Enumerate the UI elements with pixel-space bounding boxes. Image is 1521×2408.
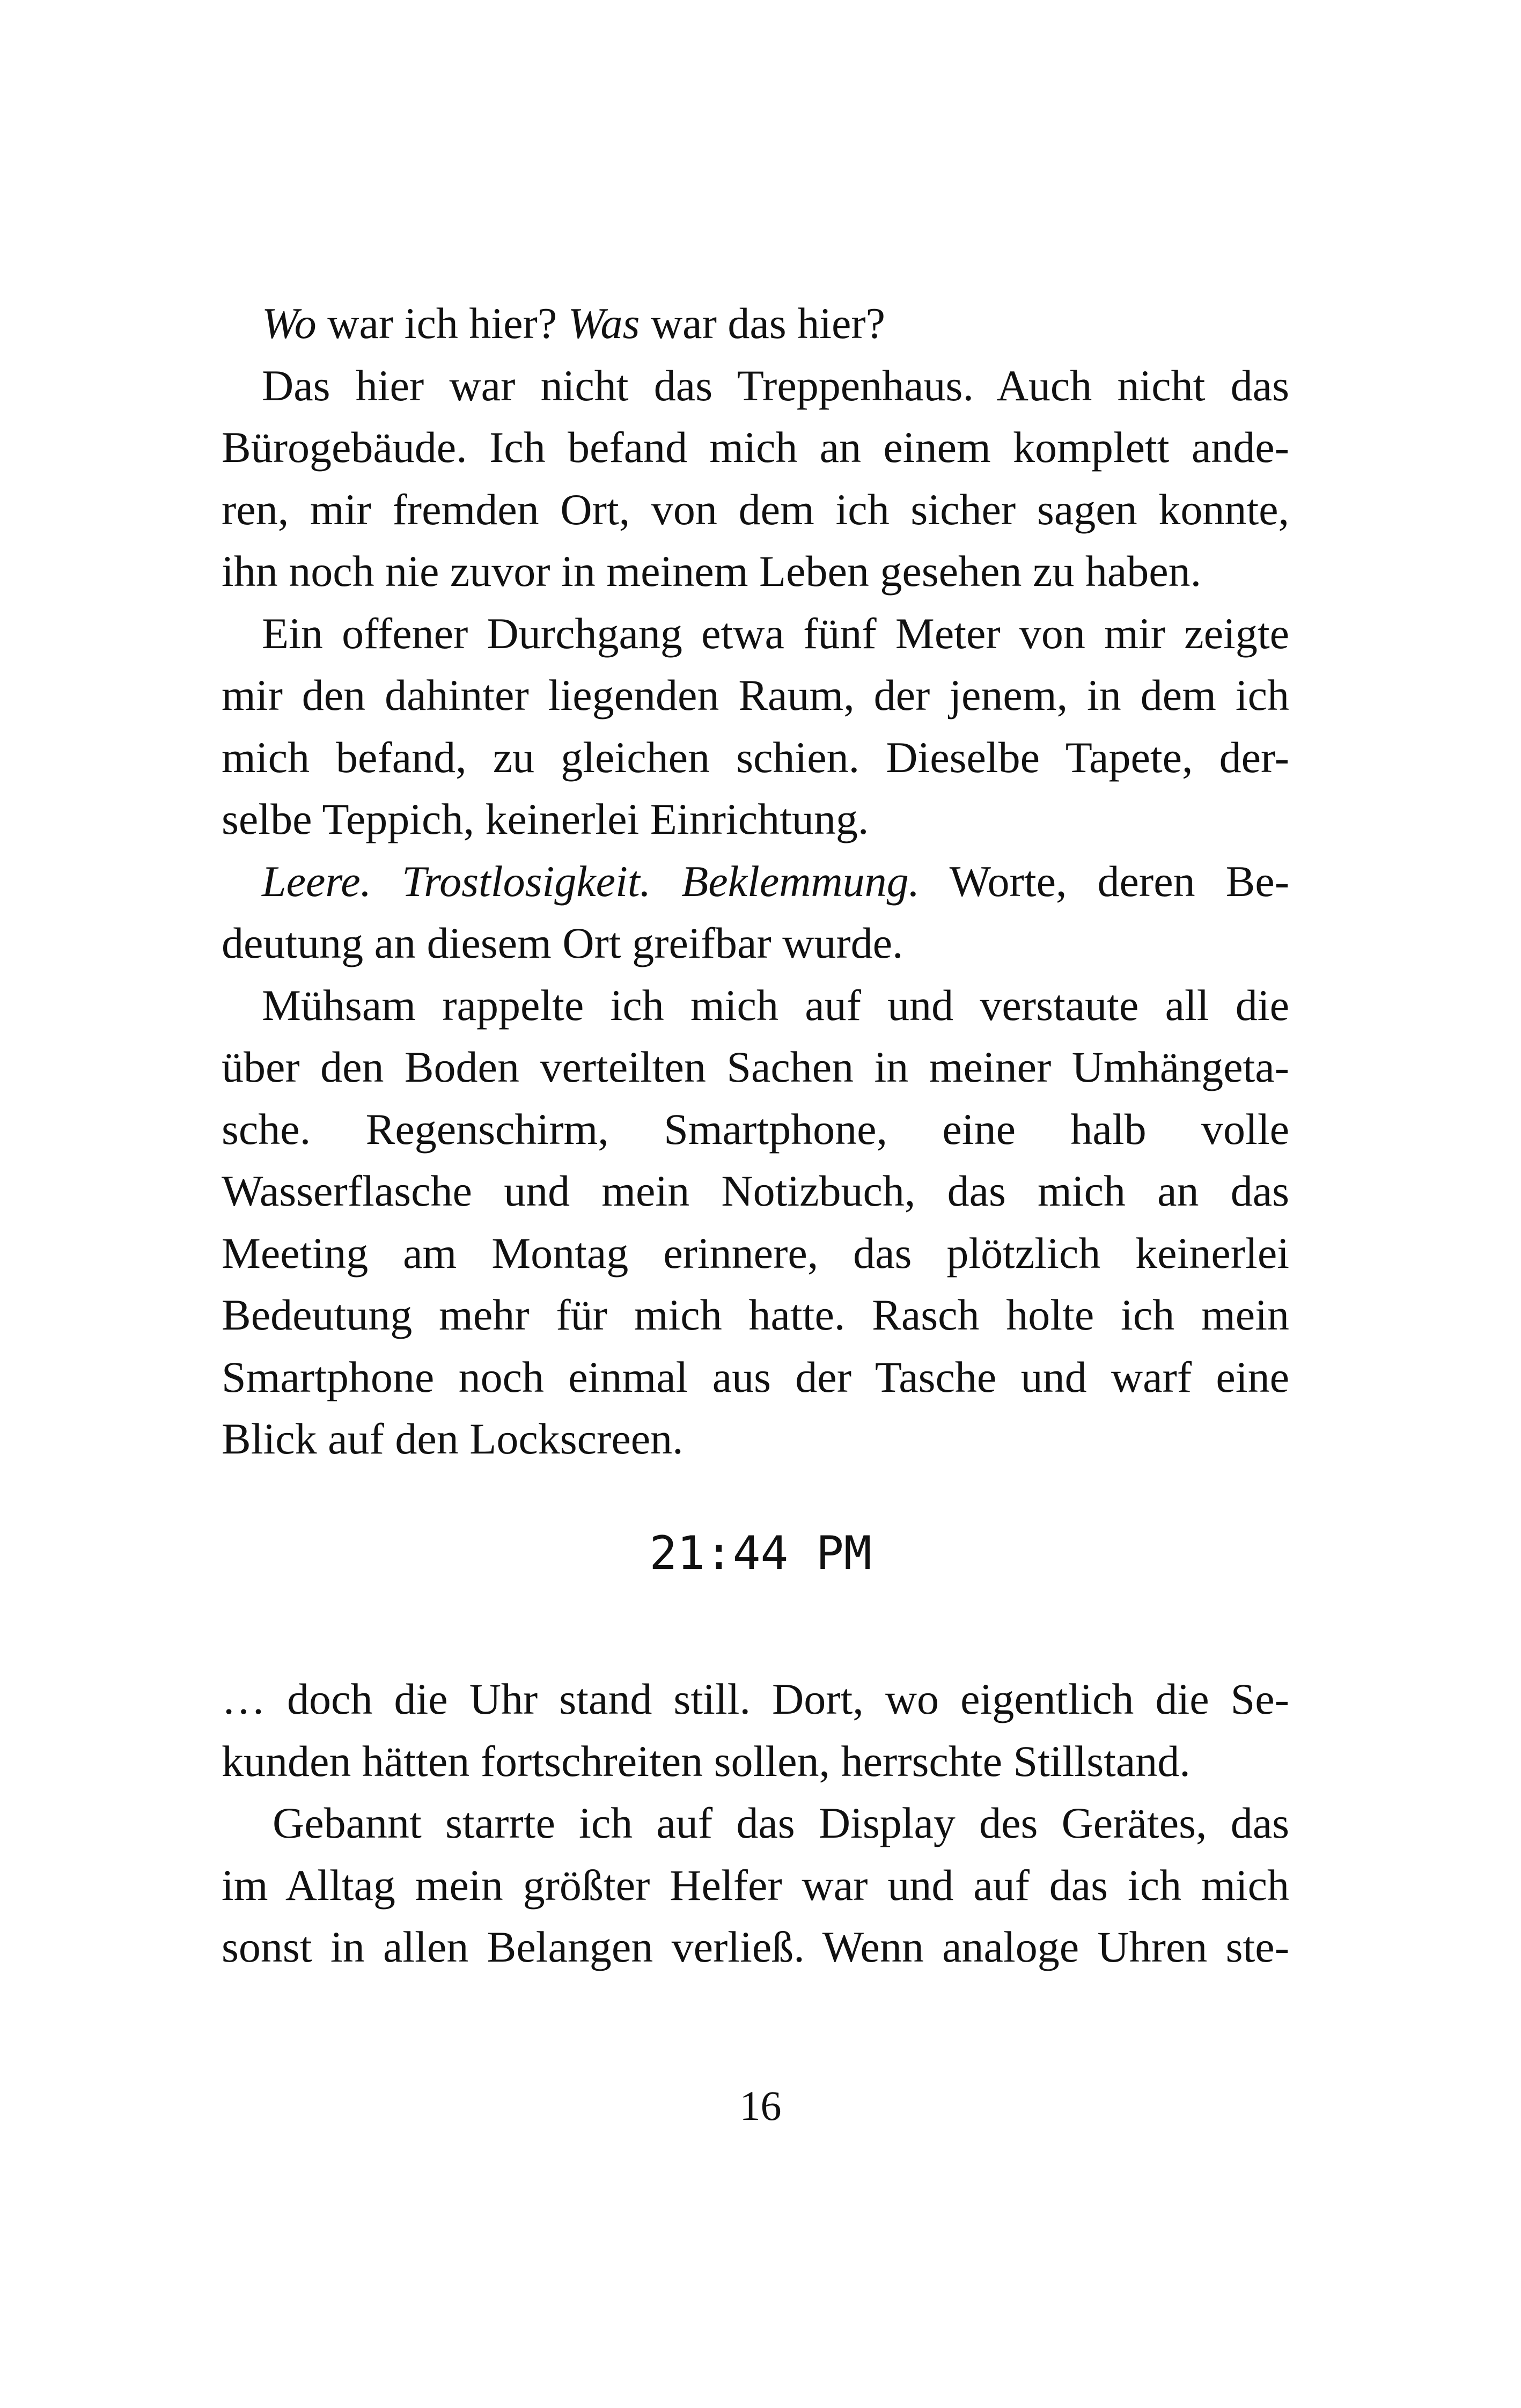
- paragraph-5-line-7: Smartphone noch einmal aus der Tasche und warf eine: [222, 1352, 1289, 1401]
- page-number: 16: [739, 2082, 782, 2129]
- italic-wo: Wo: [262, 299, 317, 348]
- paragraph-7-line-1: Gebannt starrte ich auf das Display des Gerätes, das: [273, 1798, 1289, 1847]
- paragraph-7-line-2: im Alltag mein größter Helfer war und auf das ich mich: [222, 1860, 1289, 1910]
- paragraph-1-line-1: Wo war ich hier? Was war das hier?: [262, 299, 886, 348]
- paragraph-2-line-3: ren, mir fremden Ort, von dem ich sicher sagen konnte,: [222, 484, 1289, 534]
- paragraph-4-line-1: Leere. Trostlosigkeit. Beklemmung. Worte, deren Be-: [262, 856, 1290, 906]
- paragraph-5-line-1: Mühsam rappelte ich mich auf und verstaute all die: [262, 980, 1289, 1030]
- paragraph-2-line-4: ihn noch nie zuvor in meinem Leben gesehen zu haben.: [222, 547, 1202, 596]
- paragraph-6-line-1: … doch die Uhr stand still. Dort, wo eigentlich die Se-: [222, 1675, 1289, 1723]
- paragraph-6-line-2: kunden hätten fortschreiten sollen, herrschte Stillstand.: [222, 1736, 1191, 1786]
- paragraph-7-line-3: sonst in allen Belangen verließ. Wenn analoge Uhren ste-: [222, 1922, 1289, 1971]
- lockscreen-time-display: 21:44 PM: [649, 1526, 872, 1580]
- paragraph-2-line-1: Das hier war nicht das Treppenhaus. Auch nicht das: [262, 361, 1289, 410]
- paragraph-3-line-1: Ein offener Durchgang etwa fünf Meter von mir zeigte: [262, 608, 1289, 658]
- italic-was: Was: [568, 299, 640, 348]
- paragraph-5-line-5: Meeting am Montag erinnere, das plötzlich keinerlei: [222, 1228, 1289, 1278]
- paragraph-2-line-2: Bürogebäude. Ich befand mich an einem komplett ande-: [222, 423, 1289, 472]
- paragraph-5-line-3: sche. Regenschirm, Smartphone, eine halb volle: [222, 1104, 1289, 1154]
- paragraph-5-line-4: Wasserflasche und mein Notizbuch, das mich an das: [222, 1166, 1289, 1215]
- paragraph-5-line-6: Bedeutung mehr für mich hatte. Rasch holte ich mein: [222, 1290, 1289, 1339]
- body-text-lower: [222, 1668, 1289, 1978]
- body-text-upper: [222, 292, 1289, 1470]
- italic-emotions: Leere. Trostlosigkeit. Beklemmung.: [262, 856, 920, 906]
- paragraph-3-line-3: mich befand, zu gleichen schien. Dieselbe Tapete, der-: [222, 732, 1289, 782]
- paragraph-5-line-2: über den Boden verteilten Sachen in meiner Umhängeta-: [222, 1043, 1289, 1091]
- paragraph-3-line-2: mir den dahinter liegenden Raum, der jenem, in dem ich: [222, 671, 1289, 720]
- paragraph-5-line-8: Blick auf den Lockscreen.: [222, 1414, 684, 1463]
- paragraph-3-line-4: selbe Teppich, keinerlei Einrichtung.: [222, 795, 869, 843]
- paragraph-4-line-2: deutung an diesem Ort greifbar wurde.: [222, 919, 903, 967]
